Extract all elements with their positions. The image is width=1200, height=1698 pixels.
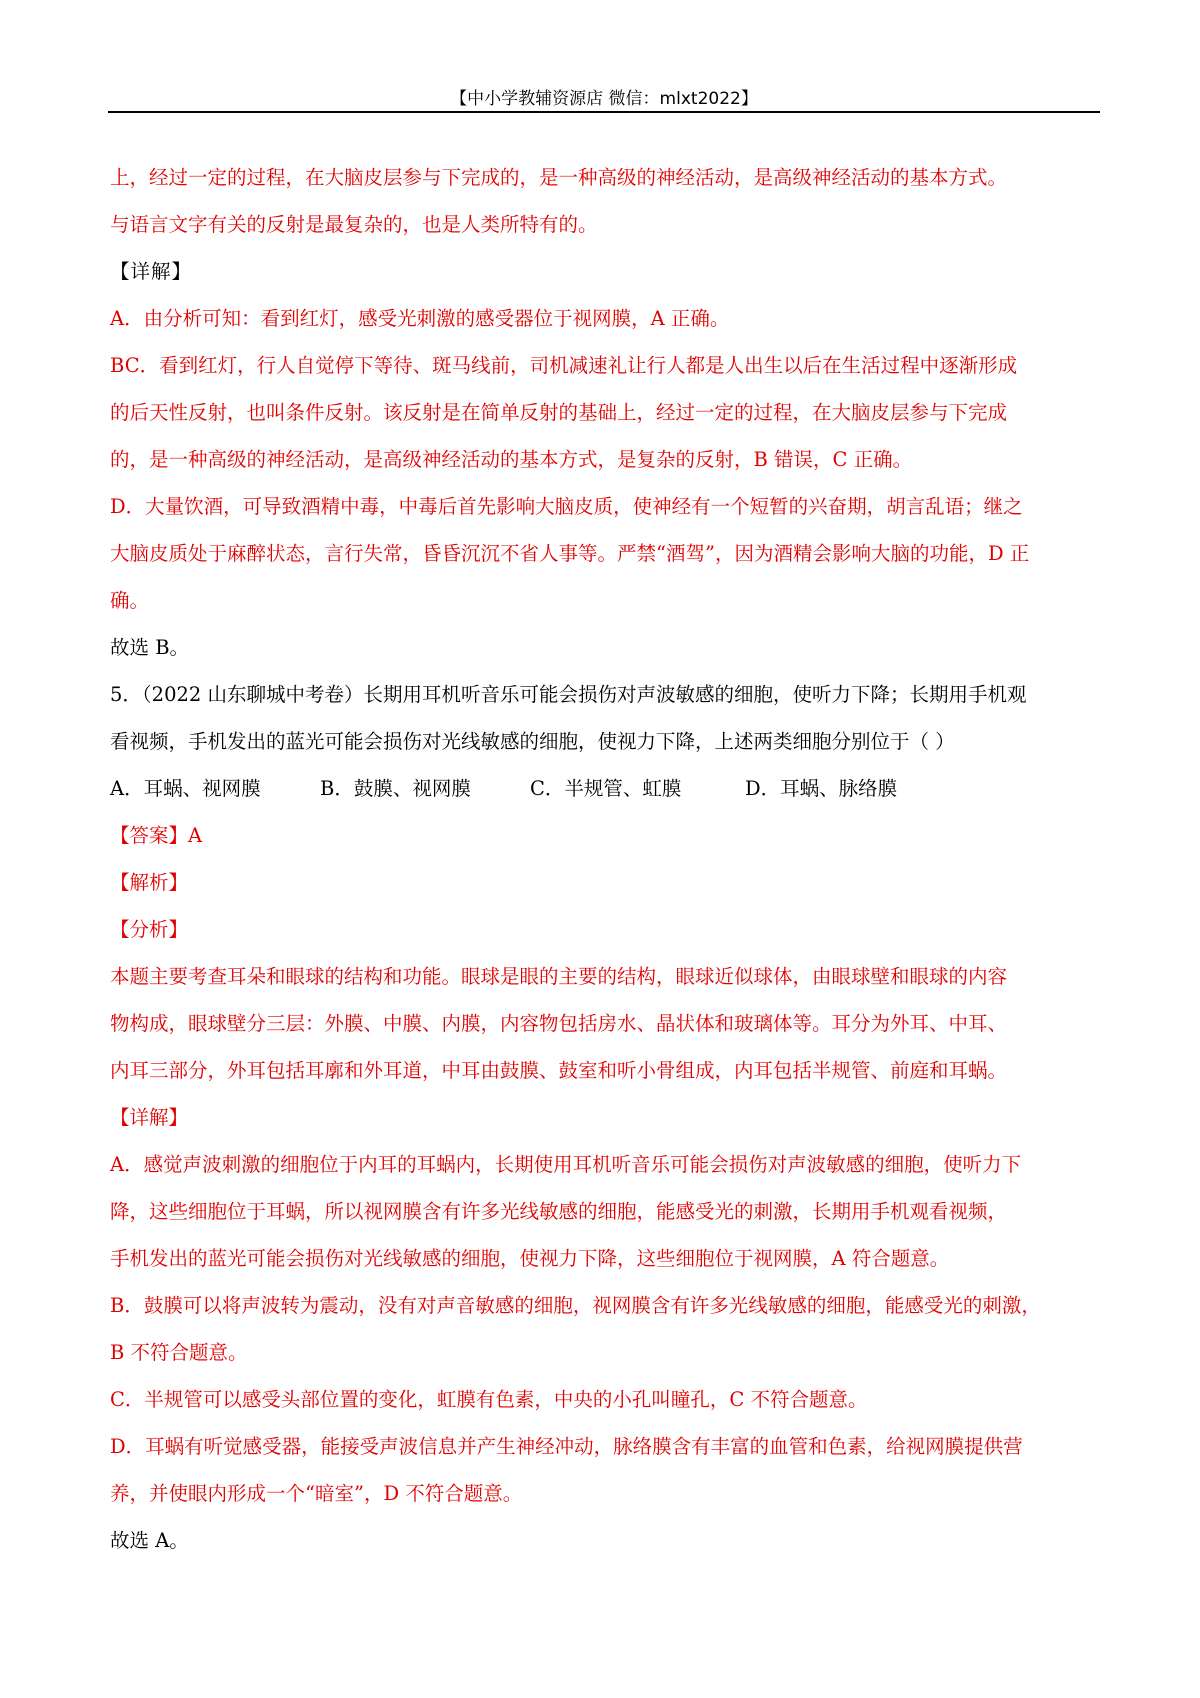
- detail-option-a: 降，这些细胞位于耳蜗，所以视网膜含有许多光线敏感的细胞，能感受光的刺激，长期用手机观看视频，: [110, 1200, 1008, 1223]
- detail-heading: 【详解】: [110, 1106, 189, 1129]
- detail-option-a: A．由分析可知：看到红灯，感受光刺激的感受器位于视网膜，A 正确。: [110, 307, 730, 330]
- detail-option-d: 确。: [110, 589, 150, 612]
- analysis-continuation: 上，经过一定的过程，在大脑皮层参与下完成的，是一种高级的神经活动，是高级神经活动的基本方式。: [110, 166, 1008, 189]
- detail-option-b: B 不符合题意。: [110, 1341, 248, 1364]
- analysis-continuation: 与语言文字有关的反射是最复杂的，也是人类所特有的。: [110, 213, 598, 236]
- detail-option-d: 大脑皮质处于麻醉状态，言行失常，昏昏沉沉不省人事等。严禁“酒驾”，因为酒精会影响大脑的功能，D 正: [110, 542, 1030, 565]
- jiexi-heading: 【解析】: [110, 871, 189, 894]
- detail-option-b: B．鼓膜可以将声波转为震动，没有对声音敏感的细胞，视网膜含有许多光线敏感的细胞，能感受光的刺激，: [110, 1294, 1041, 1317]
- document-body: [110, 154, 1100, 1564]
- fenxi-heading: 【分析】: [110, 918, 189, 941]
- analysis-text: 物构成，眼球壁分三层：外膜、中膜、内膜，内容物包括房水、晶状体和玻璃体等。耳分为外耳、中耳、: [110, 1012, 1008, 1035]
- option-a: A．耳蜗、视网膜: [110, 777, 261, 800]
- detail-option-c: C．半规管可以感受头部位置的变化，虹膜有色素，中央的小孔叫瞳孔，C 不符合题意。: [110, 1388, 868, 1411]
- final-answer: 故选 B。: [110, 636, 190, 659]
- detail-option-d: D．大量饮酒，可导致酒精中毒，中毒后首先影响大脑皮质，使神经有一个短暂的兴奋期，胡言乱语；继之: [110, 495, 1023, 518]
- detail-option-a: 手机发出的蓝光可能会损伤对光线敏感的细胞，使视力下降，这些细胞位于视网膜，A 符合题意。: [110, 1247, 950, 1270]
- page-header: 【中小学教辅资源店 微信：mlxt2022】: [450, 89, 758, 109]
- detail-option-d: 养，并使眼内形成一个“暗室”，D 不符合题意。: [110, 1482, 523, 1505]
- final-answer: 故选 A。: [110, 1529, 189, 1552]
- header-divider: [108, 111, 1100, 113]
- detail-option-bc: 的，是一种高级的神经活动，是高级神经活动的基本方式，是复杂的反射，B 错误，C 正确。: [110, 448, 913, 471]
- question-stem: 5．（2022 山东聊城中考卷）长期用耳机听音乐可能会损伤对声波敏感的细胞，使听力下降；长期用手机观: [110, 683, 1027, 706]
- analysis-text: 本题主要考查耳朵和眼球的结构和功能。眼球是眼的主要的结构，眼球近似球体，由眼球壁和眼球的内容: [110, 965, 1008, 988]
- question-stem: 看视频，手机发出的蓝光可能会损伤对光线敏感的细胞，使视力下降，上述两类细胞分别位于（ ）: [110, 730, 955, 753]
- answer: 【答案】A: [110, 824, 203, 847]
- analysis-text: 内耳三部分，外耳包括耳廓和外耳道，中耳由鼓膜、鼓室和听小骨组成，内耳包括半规管、前庭和耳蜗。: [110, 1059, 1008, 1082]
- detail-option-bc: BC．看到红灯，行人自觉停下等待、斑马线前，司机减速礼让行人都是人出生以后在生活过程中逐渐形成: [110, 354, 1018, 377]
- detail-option-a: A．感觉声波刺激的细胞位于内耳的耳蜗内，长期使用耳机听音乐可能会损伤对声波敏感的细胞，使听力下: [110, 1153, 1022, 1176]
- detail-option-d: D．耳蜗有听觉感受器，能接受声波信息并产生神经冲动，脉络膜含有丰富的血管和色素，给视网膜提供营: [110, 1435, 1023, 1458]
- detail-heading: 【详解】: [110, 260, 193, 283]
- detail-option-bc: 的后天性反射，也叫条件反射。该反射是在简单反射的基础上，经过一定的过程，在大脑皮层参与下完成: [110, 401, 1008, 424]
- question-options: [110, 765, 1100, 812]
- option-b: B．鼓膜、视网膜: [320, 777, 471, 800]
- option-c: C．半规管、虹膜: [530, 777, 682, 800]
- option-d: D．耳蜗、脉络膜: [745, 777, 898, 800]
